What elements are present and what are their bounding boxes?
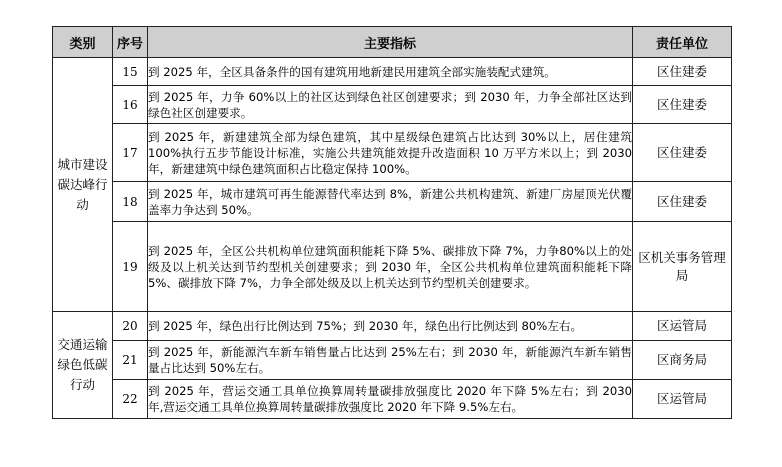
row-number: 17 xyxy=(113,124,148,182)
row-number: 18 xyxy=(113,182,148,222)
row-number: 21 xyxy=(113,341,148,380)
responsible-unit: 区运管局 xyxy=(633,380,732,419)
row-number: 15 xyxy=(113,58,148,86)
responsible-unit: 区住建委 xyxy=(633,182,732,222)
header-row xyxy=(53,27,732,58)
category-cell: 交通运输绿色低碳行动 xyxy=(53,312,113,419)
responsible-unit: 区住建委 xyxy=(633,58,732,86)
header-category: 类别 xyxy=(53,27,113,58)
table-row xyxy=(53,341,732,380)
indicator-text: 到 2025 年，城市建筑可再生能源替代率达到 8%，新建公共机构建筑、新建厂房屋顶光伏覆盖率力争达到 50%。 xyxy=(148,182,633,222)
responsible-unit: 区运管局 xyxy=(633,312,732,341)
indicator-text: 到 2025 年，营运交通工具单位换算周转量碳排放强度比 2020 年下降 5%左右；到 2030 年,营运交通工具单位换算周转量碳排放强度比 2020 年下降 9.5%左右。 xyxy=(148,380,633,419)
responsible-unit: 区住建委 xyxy=(633,124,732,182)
responsible-unit: 区住建委 xyxy=(633,86,732,124)
header-number: 序号 xyxy=(113,27,148,58)
indicator-text: 到 2025 年，新建建筑全部为绿色建筑，其中星级绿色建筑占比达到 30%以上，居住建筑 100%执行五步节能设计标准，实施公共建筑能效提升改造面积 10 万平方米以上；到 2030 年，新建建筑中绿色建筑面积占比稳定保持 100%。 xyxy=(148,124,633,182)
table-row xyxy=(53,182,732,222)
indicator-text: 到 2025 年，绿色出行比例达到 75%；到 2030 年，绿色出行比例达到 80%左右。 xyxy=(148,312,633,341)
row-number: 20 xyxy=(113,312,148,341)
indicator-text: 到 2025 年，力争 60%以上的社区达到绿色社区创建要求；到 2030 年，力争全部社区达到绿色社区创建要求。 xyxy=(148,86,633,124)
indicator-text: 到 2025 年，全区公共机构单位建筑面积能耗下降 5%、碳排放下降 7%，力争80%以上的处级及以上机关达到节约型机关创建要求；到 2030 年，全区公共机构单位建筑面积能耗下降 5%、碳排放下降 7%，力争全部处级及以上机关达到节约型机关创建要求。 xyxy=(148,222,633,312)
table-row xyxy=(53,380,732,419)
responsible-unit: 区商务局 xyxy=(633,341,732,380)
indicator-text: 到 2025 年，全区具备条件的国有建筑用地新建民用建筑全部实施装配式建筑。 xyxy=(148,58,633,86)
row-number: 22 xyxy=(113,380,148,419)
table-row xyxy=(53,222,732,312)
indicator-table xyxy=(52,26,732,419)
responsible-unit: 区机关事务管理局 xyxy=(633,222,732,312)
row-number: 19 xyxy=(113,222,148,312)
table-row xyxy=(53,58,732,86)
header-unit: 责任单位 xyxy=(633,27,732,58)
table-row xyxy=(53,124,732,182)
table-row xyxy=(53,86,732,124)
table-row xyxy=(53,312,732,341)
indicator-text: 到 2025 年，新能源汽车新车销售量占比达到 25%左右；到 2030 年，新能源汽车新车销售量占比达到 50%左右。 xyxy=(148,341,633,380)
header-indicator: 主要指标 xyxy=(148,27,633,58)
row-number: 16 xyxy=(113,86,148,124)
category-cell: 城市建设碳达峰行动 xyxy=(53,58,113,312)
